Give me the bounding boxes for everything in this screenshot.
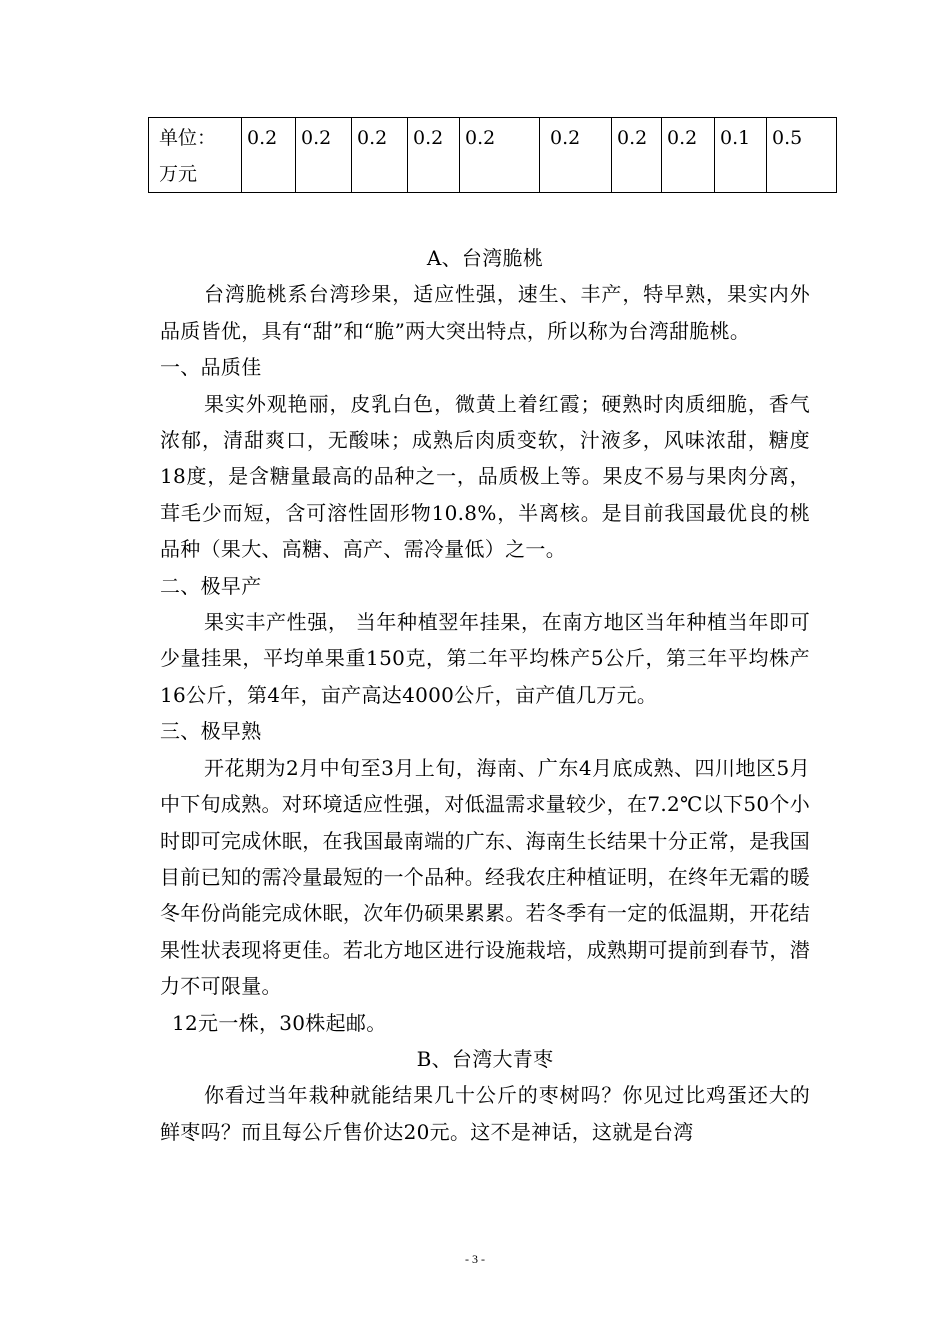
early-ripening-paragraph: 开花期为2月中旬至3月上旬，海南、广东4月底成熟、四川地区5月中下旬成熟。对环境适应性强，对低温需求量较少，在7.2℃以下50个小时即可完成休眠，在我国最南端的广东、海南生长结果十分正常，是我国目前已知的需冷量最短的一个品种。经我农庄种植证明，在终年无霜的暖冬年份尚能完成休眠，次年仍硕果累累。若冬季有一定的低温期，开花结果性状表现将更佳。若北方地区进行设施栽培，成熟期可提前到春节，潜力不可限量。 (160, 755, 810, 999)
heading-early-ripening: 三、极早熟 (160, 719, 262, 744)
table-cell: 0.2 (296, 118, 352, 193)
table-cell: 0.2 (242, 118, 296, 193)
unit-value: 万元 (159, 163, 198, 185)
price-note: 12元一株，30株起邮。 (172, 1010, 387, 1035)
unit-label: 单位： (159, 127, 217, 149)
early-yield-paragraph: 果实丰产性强， 当年种植翌年挂果，在南方地区当年种植当年即可少量挂果，平均单果重150克，第二年平均株产5公斤，第三年平均株产16公斤，第4年，亩产高达4000公斤，亩产值几万元。 (160, 610, 810, 707)
table-cell: 0.2 (460, 118, 540, 193)
jujube-paragraph: 你看过当年栽种就能结果几十公斤的枣树吗？你见过比鸡蛋还大的鲜枣吗？而且每公斤售价达20元。这不是神话，这就是台湾 (160, 1083, 810, 1144)
page-number: - 3 - (465, 1252, 485, 1266)
table-label-cell (149, 118, 242, 193)
table-cell: 0.1 (715, 118, 767, 193)
table-row (149, 118, 837, 193)
table-cell: 0.2 (352, 118, 408, 193)
section-title-b: B、台湾大青枣 (416, 1046, 554, 1071)
article-body (160, 240, 810, 1150)
table-cell: 0.5 (767, 118, 837, 193)
table-cell: 0.2 (662, 118, 715, 193)
intro-paragraph: 台湾脆桃系台湾珍果，适应性强，速生、丰产，特早熟，果实内外品质皆优，具有“甜”和“脆”两大突出特点，所以称为台湾甜脆桃。 (160, 282, 810, 343)
table-cell: 0.2 (612, 118, 662, 193)
quality-paragraph: 果实外观艳丽，皮乳白色，微黄上着红霞；硬熟时肉质细脆，香气浓郁，清甜爽口，无酸味；成熟后肉质变软，汁液多，风味浓甜，糖度18度，是含糖量最高的品种之一，品质极上等。果皮不易与果肉分离，茸毛少而短，含可溶性固形物10.8%，半离核。是目前我国最优良的桃品种（果大、高糖、高产、需冷量低）之一。 (160, 391, 810, 562)
section-title-a: A、台湾脆桃 (426, 246, 544, 270)
table-cell: 0.2 (408, 118, 460, 193)
heading-quality: 一、品质佳 (160, 355, 262, 380)
table-cell: 0.2 (540, 118, 612, 193)
heading-early-yield: 二、极早产 (160, 573, 262, 598)
price-table (148, 117, 837, 193)
